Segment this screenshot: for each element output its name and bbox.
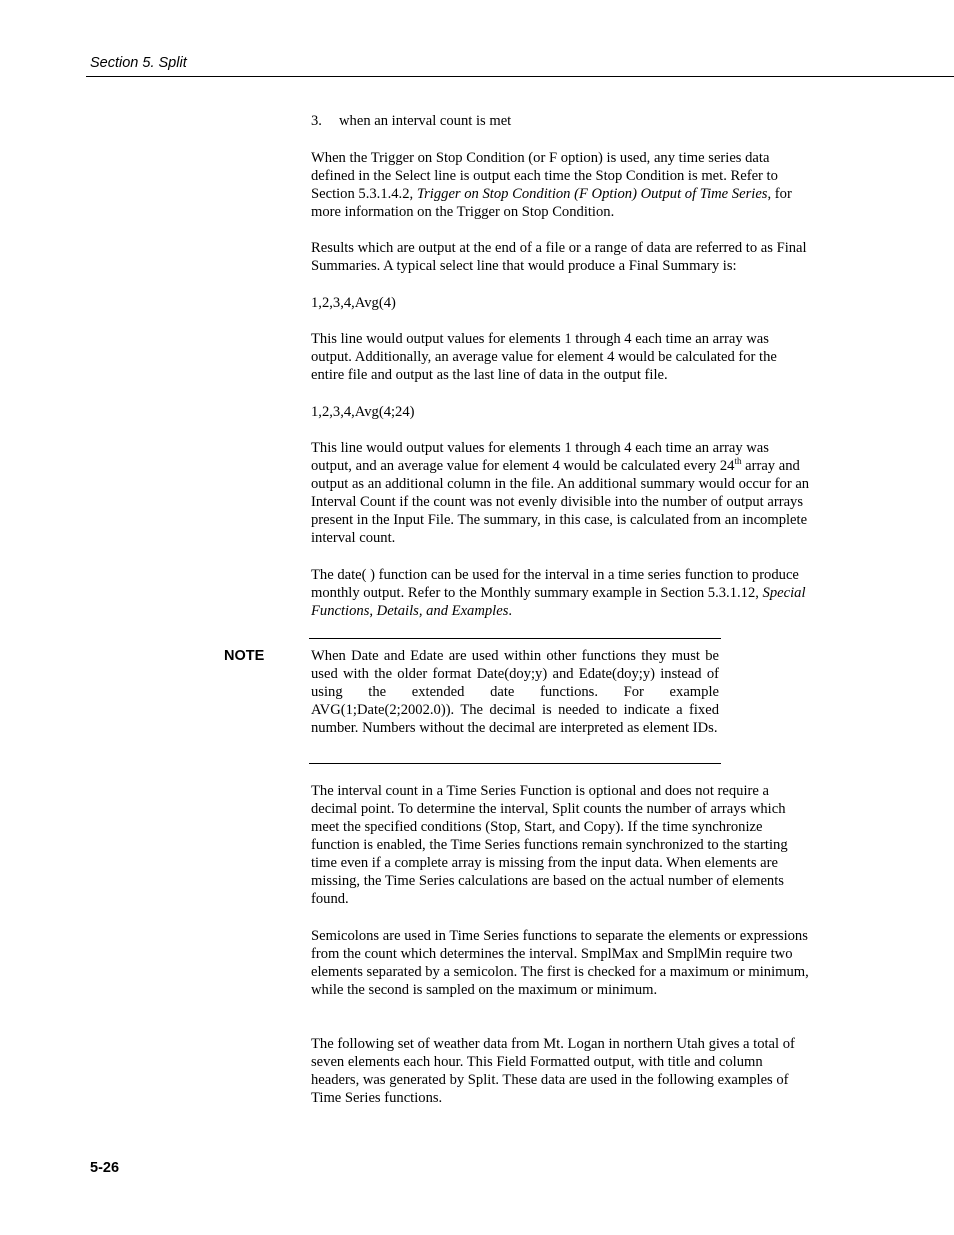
paragraph-interval-count [311, 782, 811, 908]
note-bottom-rule [309, 763, 721, 764]
code-line: 1,2,3,4,Avg(4;24) [311, 404, 415, 420]
paragraph-text: array and output as an additional column in the file. An additional summary would occur for an Interval Count if the count was not evenly divisible into the number of output arrays present in the Input File. The summary, in this case, is calculated from an incomplete interval count. [311, 458, 810, 546]
paragraph-semicolons [311, 927, 811, 999]
paragraph-text: , for more information on the Trigger on Stop Condition. [311, 186, 792, 220]
paragraph-trigger-stop [311, 149, 811, 221]
code-example-1 [311, 294, 811, 312]
paragraph-line-explanation-2 [311, 439, 811, 547]
superscript: th [734, 456, 742, 467]
header-divider [86, 76, 954, 77]
code-example-2 [311, 403, 811, 421]
paragraph-weather-data [311, 1035, 811, 1107]
code-line: 1,2,3,4,Avg(4) [311, 295, 396, 311]
paragraph-text: . [508, 603, 513, 619]
paragraph-text: When the Trigger on Stop Condition (or F option) is used, any time series data defined in the Select line is output each time the Stop Condition is met. Refer to Section 5.3.1.4.2, [311, 150, 778, 202]
list-item-number: 3. [311, 113, 322, 129]
list-item-text: when an interval count is met [339, 113, 512, 129]
paragraph-text: Semicolons are used in Time Series functions to separate the elements or expressions from the count which determines the interval. SmplMax and SmplMin require two elements separated by a semicolon. The first is checked for a maximum or minimum, while the second is sampled on the maximum or minimum. [311, 928, 809, 998]
paragraph-line-explanation-1 [311, 330, 811, 384]
paragraph-text: The date( ) function can be used for the interval in a time series function to produce monthly output. Refer to the Monthly summary example in Section 5.3.1.12, [311, 567, 799, 601]
page-header-title: Section 5. Split [90, 55, 187, 71]
paragraph-date-function [311, 566, 811, 620]
paragraph-text: The interval count in a Time Series Function is optional and does not require a decimal point. To determine the interval, Split counts the number of arrays which meet the specified conditions (Stop, Start, and Copy). If the time synchronize function is enabled, the Time Series functions remain synchronized to the starting time even if a complete array is missing from the input data. When elements are missing, the Time Series calculations are based on the actual number of elements found. [311, 783, 788, 907]
paragraph-text: The following set of weather data from Mt. Logan in northern Utah gives a total of seven elements each hour. This Field Formatted output, with title and column headers, was generated by Split. These data are used in the following examples of Time Series functions. [311, 1036, 795, 1106]
section-reference: Special Functions, Details, and Examples [311, 585, 806, 619]
note-label: NOTE [224, 648, 265, 664]
paragraph-text: Results which are output at the end of a file or a range of data are referred to as Final Summaries. A typical select line that would produce a Final Summary is: [311, 240, 807, 274]
note-top-rule [309, 638, 721, 639]
paragraph-text: This line would output values for elements 1 through 4 each time an array was output, and an average value for element 4 would be calculated every 24 [311, 440, 769, 474]
list-item [311, 112, 511, 130]
paragraph-text: This line would output values for elements 1 through 4 each time an array was output. Additionally, an average value for element 4 would be calculated for the entire file and output as the last line of data in the output file. [311, 331, 777, 383]
section-reference: Trigger on Stop Condition (F Option) Output of Time Series [416, 186, 768, 202]
paragraph-final-summaries [311, 239, 811, 275]
note-text: When Date and Edate are used within other functions they must be used with the older format Date(doy;y) and Edate(doy;y) instead of using the extended date functions. For example AVG(1;Date(2;2002.0)). The decimal is needed to indicate a fixed number. Numbers without the decimal are interpreted as element IDs. [311, 648, 719, 736]
page-number: 5-26 [90, 1160, 120, 1176]
